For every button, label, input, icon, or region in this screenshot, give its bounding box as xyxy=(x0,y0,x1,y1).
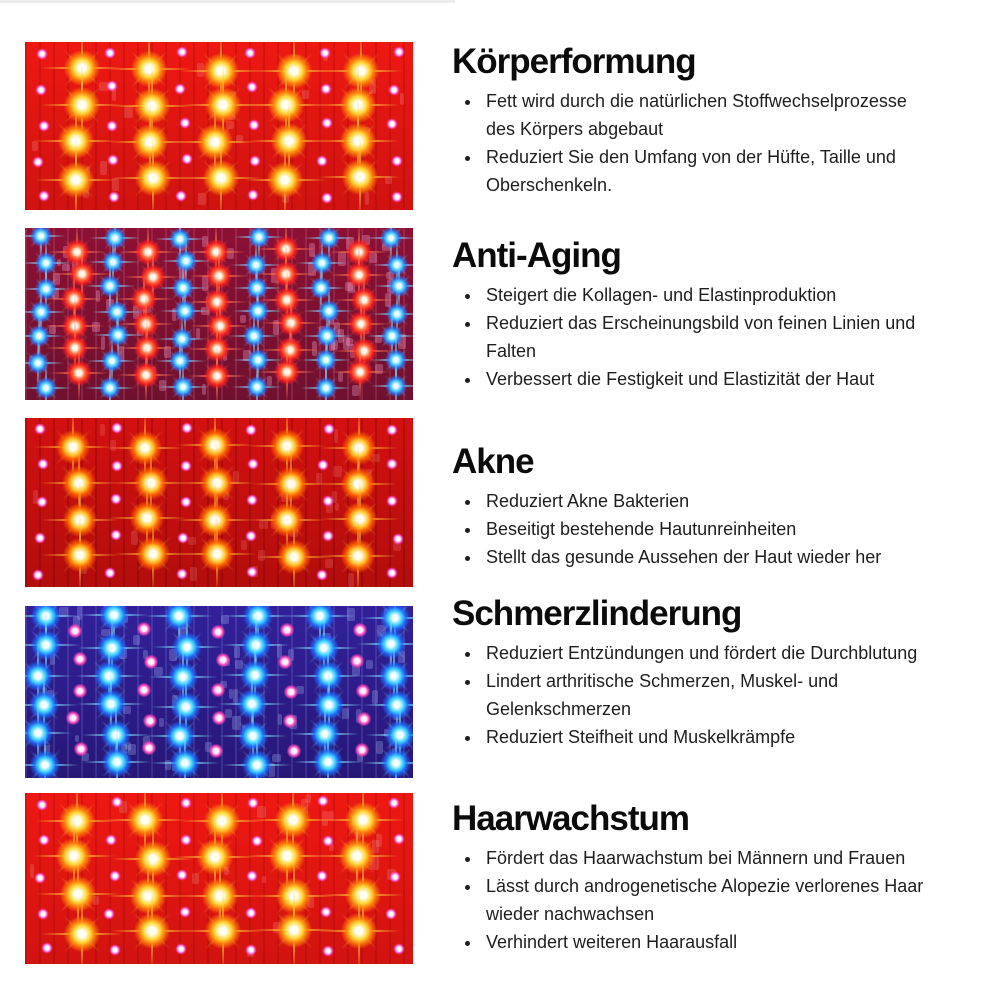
bullet-item: • Fördert das Haarwachstum bei Männern und Frauen xyxy=(482,844,924,872)
led-glow xyxy=(380,228,402,249)
led-glow xyxy=(134,913,170,949)
led-glow xyxy=(276,53,312,89)
led-glow xyxy=(274,359,300,385)
led-glow xyxy=(172,277,194,299)
led-glow xyxy=(386,425,397,436)
led-glow xyxy=(176,190,187,201)
led-glow xyxy=(132,124,168,160)
led-glow xyxy=(322,835,333,846)
circuit-chip xyxy=(372,690,378,704)
led-glow xyxy=(182,154,193,165)
led-glow xyxy=(245,944,256,955)
led-glow xyxy=(58,162,94,198)
led-glow xyxy=(341,539,375,573)
led-glow xyxy=(316,325,338,347)
led-glow xyxy=(110,493,121,504)
led-glow xyxy=(105,567,116,578)
led-glow xyxy=(142,741,156,755)
led-glow xyxy=(245,424,256,435)
led-glow xyxy=(379,661,409,691)
led-glow xyxy=(127,802,163,838)
led-glow xyxy=(350,654,364,668)
led-glow xyxy=(310,719,340,749)
bullet-item: • Beseitigt bestehende Hautunreinheiten xyxy=(482,515,924,543)
led-glow xyxy=(391,156,402,167)
circuit-chip xyxy=(334,429,338,443)
section-title-koerperformung: Körperformung xyxy=(452,42,696,81)
led-glow xyxy=(283,714,297,728)
led-glow xyxy=(319,47,330,58)
led-glow xyxy=(36,48,47,59)
led-glow xyxy=(180,835,191,846)
led-glow xyxy=(165,721,195,751)
led-glow xyxy=(388,84,399,95)
led-panel-haarwachstum xyxy=(25,793,413,964)
led-glow xyxy=(246,376,268,398)
led-glow xyxy=(177,47,188,58)
circuit-chip xyxy=(234,646,240,659)
led-glow xyxy=(197,839,233,875)
circuit-chip xyxy=(262,876,266,883)
circuit-chip xyxy=(400,93,405,106)
led-glow xyxy=(246,871,257,882)
led-glow xyxy=(388,275,410,297)
led-glow xyxy=(169,228,191,250)
led-glow xyxy=(247,797,258,808)
led-glow xyxy=(386,303,408,325)
led-glow xyxy=(274,467,308,501)
led-glow xyxy=(32,157,43,168)
led-glow xyxy=(267,162,303,198)
led-glow xyxy=(133,362,159,388)
circuit-chip xyxy=(241,540,247,550)
led-glow xyxy=(357,712,371,726)
led-glow xyxy=(171,328,193,350)
led-glow xyxy=(347,359,373,385)
led-glow xyxy=(74,742,88,756)
led-glow xyxy=(31,630,61,660)
led-glow xyxy=(356,684,370,698)
led-glow xyxy=(59,803,95,839)
led-glow xyxy=(42,943,53,954)
led-glow xyxy=(348,311,374,337)
led-glow xyxy=(107,324,129,346)
led-glow xyxy=(376,629,406,659)
led-panel-akne xyxy=(25,418,413,587)
circuit-chip xyxy=(365,192,369,205)
section-title-akne: Akne xyxy=(452,442,534,481)
led-glow xyxy=(313,747,343,777)
led-glow xyxy=(134,466,168,500)
led-glow xyxy=(280,623,294,637)
led-glow xyxy=(203,160,239,196)
led-glow xyxy=(36,496,47,507)
led-glow xyxy=(387,567,398,578)
section-title-haarwachstum: Haarwachstum xyxy=(452,799,689,838)
led-glow xyxy=(105,48,116,59)
led-glow xyxy=(287,744,301,758)
led-glow xyxy=(204,363,230,389)
led-glow xyxy=(30,301,52,323)
led-glow xyxy=(38,120,49,131)
led-glow xyxy=(200,537,234,571)
bullet-item: • Verbessert die Festigkeit und Elastizität der Haut xyxy=(482,365,924,393)
led-glow xyxy=(106,835,117,846)
led-glow xyxy=(66,711,80,725)
led-glow xyxy=(39,191,50,202)
led-glow xyxy=(35,377,57,399)
led-glow xyxy=(99,377,121,399)
led-glow xyxy=(179,117,190,128)
led-glow xyxy=(388,797,399,808)
led-glow xyxy=(247,190,258,201)
led-glow xyxy=(66,360,92,386)
led-glow xyxy=(39,834,50,845)
led-glow xyxy=(381,325,403,347)
led-glow xyxy=(56,430,90,464)
led-glow xyxy=(321,193,332,204)
led-glow xyxy=(64,916,100,952)
circuit-chip xyxy=(325,559,333,568)
led-glow xyxy=(64,87,100,123)
circuit-chip xyxy=(272,754,281,762)
led-glow xyxy=(107,154,118,165)
led-glow xyxy=(205,913,241,949)
circuit-chip xyxy=(366,660,372,670)
led-glow xyxy=(143,714,157,728)
circuit-chip xyxy=(278,714,282,725)
led-glow xyxy=(34,532,45,543)
led-glow xyxy=(168,662,198,692)
led-glow xyxy=(211,625,225,639)
led-glow xyxy=(202,878,238,914)
led-glow xyxy=(317,796,328,807)
led-glow xyxy=(317,871,328,882)
led-glow xyxy=(128,431,162,465)
circuit-chip xyxy=(240,315,246,323)
led-glow xyxy=(387,495,398,506)
led-glow xyxy=(212,711,226,725)
led-glow xyxy=(137,683,151,697)
led-glow xyxy=(392,533,403,544)
led-glow xyxy=(111,530,122,541)
led-glow xyxy=(394,46,405,57)
circuit-chip xyxy=(100,424,104,436)
led-glow xyxy=(96,689,126,719)
led-glow xyxy=(284,685,298,699)
led-glow xyxy=(101,350,123,372)
led-glow xyxy=(241,630,271,660)
led-glow xyxy=(36,84,47,95)
circuit-chip xyxy=(100,161,107,175)
led-glow xyxy=(35,278,57,300)
led-glow xyxy=(204,803,240,839)
bullet-item: • Lässt durch androgenetische Alopezie verlorenes Haar wieder nachwachsen xyxy=(482,872,924,928)
led-glow xyxy=(275,802,311,838)
led-glow xyxy=(34,424,45,435)
bullet-item: • Steigert die Kollagen- und Elastinproduktion xyxy=(482,281,924,309)
led-glow xyxy=(181,797,192,808)
led-glow xyxy=(322,118,333,129)
section-title-anti-aging: Anti-Aging xyxy=(452,236,621,275)
section-title-schmerzlinderung: Schmerzlinderung xyxy=(452,594,742,633)
led-glow xyxy=(246,566,257,577)
led-glow xyxy=(242,750,272,778)
led-panel-schmerzlinderung xyxy=(25,606,413,778)
section-bullets-akne xyxy=(452,487,924,571)
led-glow xyxy=(309,633,339,663)
led-glow xyxy=(345,877,381,913)
led-glow xyxy=(181,423,192,434)
section-akne xyxy=(452,440,967,571)
led-glow xyxy=(216,653,230,667)
led-glow xyxy=(320,83,331,94)
led-glow xyxy=(343,502,377,536)
led-glow xyxy=(62,335,88,361)
led-glow xyxy=(68,624,82,638)
led-glow xyxy=(135,160,171,196)
circuit-chip xyxy=(190,567,196,582)
bullet-item: • Reduziert Steifheit und Muskelkrämpfe xyxy=(482,723,924,751)
led-glow xyxy=(252,835,263,846)
led-glow xyxy=(341,913,377,949)
led-glow xyxy=(391,191,402,202)
led-glow xyxy=(33,570,44,581)
section-bullets-haarwachstum xyxy=(452,844,924,956)
section-bullets-anti-aging xyxy=(452,281,924,393)
bullet-item: • Lindert arthritische Schmerzen, Muskel- und Gelenkschmerzen xyxy=(482,667,924,723)
led-glow xyxy=(104,228,126,249)
led-glow xyxy=(174,300,196,322)
led-glow xyxy=(181,497,192,508)
led-glow xyxy=(247,300,269,322)
bullet-item: • Verhindert weiteren Haarausfall xyxy=(482,928,924,956)
led-glow xyxy=(240,660,270,690)
led-glow xyxy=(246,531,257,542)
led-glow xyxy=(346,262,372,288)
led-panel-koerperformung xyxy=(25,42,413,210)
led-glow xyxy=(381,748,411,778)
led-glow xyxy=(324,423,335,434)
led-glow xyxy=(109,944,120,955)
led-glow xyxy=(130,878,166,914)
led-glow xyxy=(355,743,369,757)
led-glow xyxy=(109,191,120,202)
led-glow xyxy=(351,287,377,313)
led-glow xyxy=(176,944,187,955)
led-glow xyxy=(386,908,397,919)
led-glow xyxy=(323,531,334,542)
section-bullets-schmerzlinderung xyxy=(452,639,924,751)
circuit-chip xyxy=(257,806,266,817)
led-glow xyxy=(36,799,47,810)
circuit-chip xyxy=(188,537,197,545)
led-glow xyxy=(316,569,327,580)
led-glow xyxy=(393,943,404,954)
led-glow xyxy=(172,632,202,662)
led-glow xyxy=(277,540,311,574)
led-glow xyxy=(245,908,256,919)
led-glow xyxy=(111,422,122,433)
led-glow xyxy=(394,834,405,845)
led-glow xyxy=(171,692,201,722)
section-bullets-koerperformung xyxy=(452,87,924,199)
circuit-chip xyxy=(159,718,164,727)
led-glow xyxy=(198,503,232,537)
led-glow xyxy=(37,458,48,469)
bullet-item: • Reduziert Akne Bakterien xyxy=(482,487,924,515)
led-glow xyxy=(137,622,151,636)
led-glow xyxy=(342,431,376,465)
circuit-chip xyxy=(348,573,354,587)
led-glow xyxy=(270,429,304,463)
led-glow xyxy=(276,912,312,948)
led-glow xyxy=(246,82,257,93)
led-glow xyxy=(177,870,188,881)
led-glow xyxy=(317,459,328,470)
led-glow xyxy=(271,123,307,159)
led-glow xyxy=(269,838,305,874)
bullet-item: • Reduziert das Erscheinungsbild von feinen Linien und Falten xyxy=(482,309,924,365)
led-glow xyxy=(238,721,268,751)
led-glow xyxy=(345,802,381,838)
top-strip xyxy=(0,0,455,3)
bullet-item: • Stellt das gesunde Aussehen der Haut wieder her xyxy=(482,543,924,571)
section-anti-aging xyxy=(452,234,967,393)
led-glow xyxy=(247,494,258,505)
led-glow xyxy=(318,300,340,322)
led-glow xyxy=(244,47,255,58)
bullet-item: • Fett wird durch die natürlichen Stoffwechselprozesse des Körpers abgebaut xyxy=(482,87,924,143)
led-glow xyxy=(386,459,397,470)
led-glow xyxy=(134,88,170,124)
led-glow xyxy=(323,495,334,506)
led-glow xyxy=(29,690,59,720)
led-glow xyxy=(249,120,260,131)
led-glow xyxy=(102,747,132,777)
led-glow xyxy=(317,156,328,167)
led-glow xyxy=(63,538,97,572)
circuit-chip xyxy=(133,635,140,646)
led-glow xyxy=(197,124,233,160)
led-glow xyxy=(386,119,397,130)
led-glow xyxy=(314,690,344,720)
circuit-chip xyxy=(229,689,233,699)
led-glow xyxy=(99,275,121,297)
led-glow xyxy=(73,652,87,666)
led-glow xyxy=(203,239,229,265)
led-glow xyxy=(104,908,115,919)
led-glow xyxy=(353,623,367,637)
led-glow xyxy=(97,633,127,663)
bullet-item: • Reduziert Sie den Umfang von der Hüfte, Taille und Oberschenkeln. xyxy=(482,143,924,199)
led-glow xyxy=(34,873,45,884)
led-glow xyxy=(130,501,164,535)
led-glow xyxy=(37,908,48,919)
led-glow xyxy=(112,461,123,472)
led-glow xyxy=(200,466,234,500)
led-glow xyxy=(172,376,194,398)
led-glow xyxy=(135,239,161,265)
led-glow xyxy=(320,906,331,917)
led-glow xyxy=(323,945,334,956)
led-glow xyxy=(131,51,167,87)
led-glow xyxy=(250,156,261,167)
led-glow xyxy=(169,350,191,372)
led-glow xyxy=(204,289,230,315)
circuit-chip xyxy=(32,141,38,151)
section-haarwachstum xyxy=(452,797,967,956)
led-glow xyxy=(136,537,170,571)
led-glow xyxy=(339,838,375,874)
led-glow xyxy=(60,876,96,912)
led-glow xyxy=(343,53,379,89)
led-glow xyxy=(382,690,412,720)
led-glow xyxy=(144,655,158,669)
led-glow xyxy=(30,750,60,778)
led-glow xyxy=(278,655,292,669)
led-glow xyxy=(112,797,123,808)
led-glow xyxy=(205,87,241,123)
led-glow xyxy=(170,748,200,778)
led-glow xyxy=(211,683,225,697)
led-glow xyxy=(56,838,92,874)
led-glow xyxy=(73,684,87,698)
led-glow xyxy=(135,841,171,877)
led-glow xyxy=(385,375,407,397)
led-glow xyxy=(179,907,190,918)
led-glow xyxy=(107,81,118,92)
led-glow xyxy=(243,325,265,347)
led-glow xyxy=(342,159,378,195)
circuit-chip xyxy=(154,667,163,675)
led-glow xyxy=(206,263,232,289)
led-glow xyxy=(247,458,258,469)
circuit-chip xyxy=(338,372,342,381)
led-glow xyxy=(175,250,197,272)
led-glow xyxy=(181,460,192,471)
led-glow xyxy=(176,569,187,580)
section-koerperformung xyxy=(452,40,967,199)
led-glow xyxy=(102,251,124,273)
led-glow xyxy=(385,720,413,750)
led-glow xyxy=(110,870,121,881)
led-glow xyxy=(268,87,304,123)
circuit-chip xyxy=(124,106,133,117)
led-glow xyxy=(106,121,117,132)
led-glow xyxy=(247,349,269,371)
bullet-item: • Reduziert Entzündungen und fördert die Durchblutung xyxy=(482,639,924,667)
led-glow xyxy=(270,503,304,537)
circuit-chip xyxy=(335,503,340,511)
section-schmerzlinderung xyxy=(452,592,967,751)
led-glow xyxy=(390,871,401,882)
led-glow xyxy=(315,377,337,399)
led-panel-anti-aging xyxy=(25,228,413,400)
led-glow xyxy=(340,123,376,159)
led-glow xyxy=(175,84,186,95)
led-glow xyxy=(177,533,188,544)
led-glow xyxy=(209,744,223,758)
